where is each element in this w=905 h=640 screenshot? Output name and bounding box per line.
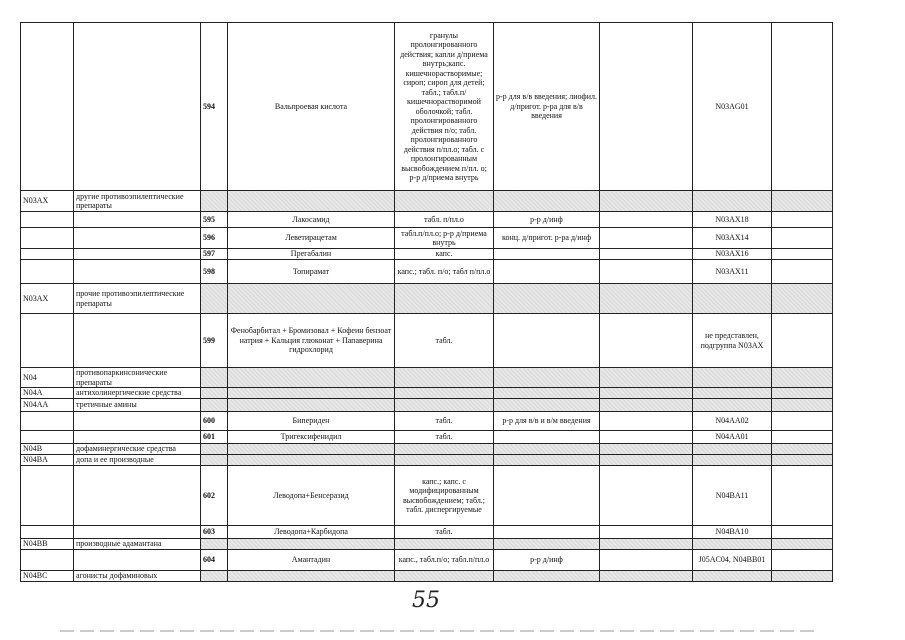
empty-cell (201, 571, 228, 582)
empty-cell (600, 412, 693, 431)
empty-cell (201, 191, 228, 212)
atc-group-code: N03AX (21, 191, 74, 212)
empty-cell (494, 368, 600, 388)
dosage-form: табл. (395, 526, 494, 539)
item-number: 596 (201, 228, 228, 249)
empty-cell (693, 399, 772, 412)
drug-name: Тригексифенидил (228, 431, 395, 444)
empty-cell (600, 368, 693, 388)
empty-cell (600, 571, 693, 582)
item-number: 597 (201, 249, 228, 260)
injection-form: р-р д/инф (494, 550, 600, 571)
item-number: 602 (201, 466, 228, 526)
drug-name: Фенобарбитал + Бромизовал + Кофеин бензоат натрия + Кальция глюконат + Папаверина гидрохлорид (228, 314, 395, 368)
empty-cell (600, 228, 693, 249)
atc-code: N03AX18 (693, 212, 772, 228)
empty-cell (201, 399, 228, 412)
empty-cell (494, 539, 600, 550)
page-number: 55 (412, 588, 440, 613)
empty-cell (228, 539, 395, 550)
empty-cell (74, 526, 201, 539)
injection-form (494, 249, 600, 260)
empty-cell (600, 388, 693, 399)
empty-cell (21, 249, 74, 260)
drug-row (21, 412, 833, 431)
atc-code: N03AX14 (693, 228, 772, 249)
empty-cell (395, 388, 494, 399)
scan-artifact-line (60, 630, 820, 632)
atc-group-code: N04AA (21, 399, 74, 412)
empty-cell (600, 444, 693, 455)
empty-cell (201, 368, 228, 388)
empty-cell (772, 388, 833, 399)
empty-cell (772, 526, 833, 539)
empty-cell (74, 23, 201, 191)
empty-cell (772, 212, 833, 228)
drug-row (21, 212, 833, 228)
atc-group-code: N04A (21, 388, 74, 399)
empty-cell (21, 526, 74, 539)
empty-cell (21, 314, 74, 368)
empty-cell (494, 571, 600, 582)
empty-cell (772, 368, 833, 388)
atc-group-code: N04B (21, 444, 74, 455)
empty-cell (74, 212, 201, 228)
empty-cell (600, 526, 693, 539)
empty-cell (21, 431, 74, 444)
empty-cell (74, 466, 201, 526)
atc-group-name: антихолинергические средства (74, 388, 201, 399)
empty-cell (395, 444, 494, 455)
empty-cell (772, 539, 833, 550)
empty-cell (693, 191, 772, 212)
empty-cell (201, 388, 228, 399)
empty-cell (772, 260, 833, 284)
injection-form (494, 431, 600, 444)
atc-code: N04BA11 (693, 466, 772, 526)
empty-cell (772, 314, 833, 368)
empty-cell (74, 260, 201, 284)
group-row (21, 539, 833, 550)
empty-cell (21, 412, 74, 431)
atc-group-name: другие противоэпилептические препараты (74, 191, 201, 212)
dosage-form: капс.; капс. с модифицированным высвобождением; табл.; табл. диспергируемые (395, 466, 494, 526)
empty-cell (494, 388, 600, 399)
empty-cell (395, 284, 494, 314)
empty-cell (201, 284, 228, 314)
empty-cell (494, 284, 600, 314)
drug-name: Лакосамид (228, 212, 395, 228)
drug-name: Леводопа+Карбидопа (228, 526, 395, 539)
dosage-form: табл. (395, 412, 494, 431)
injection-form (494, 526, 600, 539)
atc-group-code: N03AX (21, 284, 74, 314)
empty-cell (600, 550, 693, 571)
drug-row (21, 526, 833, 539)
dosage-form: табл. п/пл.о (395, 212, 494, 228)
empty-cell (772, 466, 833, 526)
empty-cell (600, 399, 693, 412)
empty-cell (600, 249, 693, 260)
empty-cell (228, 388, 395, 399)
empty-cell (600, 23, 693, 191)
group-row (21, 444, 833, 455)
drug-row (21, 550, 833, 571)
empty-cell (395, 191, 494, 212)
empty-cell (693, 571, 772, 582)
empty-cell (21, 23, 74, 191)
empty-cell (395, 571, 494, 582)
empty-cell (600, 260, 693, 284)
empty-cell (600, 466, 693, 526)
empty-cell (600, 455, 693, 466)
empty-cell (772, 550, 833, 571)
empty-cell (772, 284, 833, 314)
injection-form: конц. д/пригот. р-ра д/инф (494, 228, 600, 249)
empty-cell (772, 249, 833, 260)
table-body (21, 23, 833, 582)
empty-cell (74, 228, 201, 249)
empty-cell (772, 444, 833, 455)
empty-cell (74, 412, 201, 431)
atc-group-name: агонисты дофаминовых (74, 571, 201, 582)
group-row (21, 388, 833, 399)
empty-cell (228, 368, 395, 388)
injection-form: р-р для в/в и в/м введения (494, 412, 600, 431)
empty-cell (693, 368, 772, 388)
empty-cell (772, 431, 833, 444)
empty-cell (693, 444, 772, 455)
dosage-form: гранулы пролонгированного действия; капли д/приема внутрь;капс. кишечнорастворимые; сироп; сироп для детей; табл.; табл.п/кишечнорастворимой оболочкой; табл. пролонгированного действия п/о; табл. пролонгированного действия п/пл.о; табл. с пролонгированным высвобождением п/пл. о; р-р д/приема внутрь (395, 23, 494, 191)
injection-form (494, 466, 600, 526)
atc-code: N04AA01 (693, 431, 772, 444)
drug-name: Бипериден (228, 412, 395, 431)
atc-code: N04AA02 (693, 412, 772, 431)
atc-code: N03AX16 (693, 249, 772, 260)
empty-cell (74, 550, 201, 571)
empty-cell (600, 431, 693, 444)
empty-cell (201, 444, 228, 455)
drug-row (21, 314, 833, 368)
empty-cell (693, 284, 772, 314)
injection-form (494, 260, 600, 284)
drug-row (21, 249, 833, 260)
empty-cell (74, 314, 201, 368)
dosage-form: капс., табл.п/о; табл.п/пл.о (395, 550, 494, 571)
drug-row (21, 466, 833, 526)
atc-code: J05AC04, N04BB01 (693, 550, 772, 571)
empty-cell (21, 260, 74, 284)
group-row (21, 284, 833, 314)
item-number: 594 (201, 23, 228, 191)
group-row (21, 399, 833, 412)
empty-cell (395, 399, 494, 412)
atc-group-name: противопаркинсонические препараты (74, 368, 201, 388)
empty-cell (21, 466, 74, 526)
atc-code: не представлен, подгруппа N03AX (693, 314, 772, 368)
empty-cell (395, 368, 494, 388)
empty-cell (494, 455, 600, 466)
injection-form: р-р д/инф (494, 212, 600, 228)
drug-row (21, 228, 833, 249)
empty-cell (228, 191, 395, 212)
empty-cell (693, 388, 772, 399)
empty-cell (21, 212, 74, 228)
atc-group-name: допа и ее производные (74, 455, 201, 466)
dosage-form: капс. (395, 249, 494, 260)
drug-name: Леветирацетам (228, 228, 395, 249)
empty-cell (74, 249, 201, 260)
atc-group-name: дофаминергические средства (74, 444, 201, 455)
dosage-form: табл. (395, 431, 494, 444)
empty-cell (395, 539, 494, 550)
empty-cell (772, 399, 833, 412)
item-number: 595 (201, 212, 228, 228)
empty-cell (693, 455, 772, 466)
empty-cell (600, 284, 693, 314)
empty-cell (600, 212, 693, 228)
item-number: 599 (201, 314, 228, 368)
empty-cell (494, 399, 600, 412)
empty-cell (201, 539, 228, 550)
atc-group-code: N04 (21, 368, 74, 388)
empty-cell (600, 314, 693, 368)
empty-cell (228, 444, 395, 455)
empty-cell (494, 191, 600, 212)
empty-cell (772, 228, 833, 249)
empty-cell (228, 399, 395, 412)
item-number: 604 (201, 550, 228, 571)
empty-cell (228, 284, 395, 314)
drug-list-table (20, 22, 833, 582)
item-number: 603 (201, 526, 228, 539)
dosage-form: табл.п/пл.о; р-р д/приема внутрь (395, 228, 494, 249)
atc-code: N03AX11 (693, 260, 772, 284)
drug-name: Вальпроевая кислота (228, 23, 395, 191)
empty-cell (395, 455, 494, 466)
empty-cell (600, 539, 693, 550)
empty-cell (772, 191, 833, 212)
empty-cell (201, 455, 228, 466)
group-row (21, 455, 833, 466)
group-row (21, 368, 833, 388)
atc-group-code: N04BB (21, 539, 74, 550)
empty-cell (693, 539, 772, 550)
empty-cell (772, 412, 833, 431)
group-row (21, 571, 833, 582)
empty-cell (21, 228, 74, 249)
empty-cell (772, 571, 833, 582)
drug-name: Амантадин (228, 550, 395, 571)
injection-form (494, 314, 600, 368)
drug-name: Топирамат (228, 260, 395, 284)
empty-cell (228, 571, 395, 582)
atc-group-name: третичные амины (74, 399, 201, 412)
drug-row (21, 431, 833, 444)
atc-code: N04BA10 (693, 526, 772, 539)
empty-cell (21, 550, 74, 571)
atc-group-name: производные адамантана (74, 539, 201, 550)
drug-name: Прегабалин (228, 249, 395, 260)
atc-group-name: прочие противоэпилептические препараты (74, 284, 201, 314)
drug-name: Леводопа+Бенсеразид (228, 466, 395, 526)
dosage-form: табл. (395, 314, 494, 368)
item-number: 600 (201, 412, 228, 431)
dosage-form: капс.; табл. п/о; табл п/пл.о (395, 260, 494, 284)
empty-cell (228, 455, 395, 466)
group-row (21, 191, 833, 212)
item-number: 598 (201, 260, 228, 284)
atc-code: N03AG01 (693, 23, 772, 191)
drug-row (21, 260, 833, 284)
empty-cell (772, 23, 833, 191)
empty-cell (494, 444, 600, 455)
injection-form: р-р для в/в введения; лиофил. д/пригот. р-ра для в/в введения (494, 23, 600, 191)
empty-cell (600, 191, 693, 212)
atc-group-code: N04BA (21, 455, 74, 466)
empty-cell (74, 431, 201, 444)
atc-group-code: N04BC (21, 571, 74, 582)
empty-cell (772, 455, 833, 466)
drug-row (21, 23, 833, 191)
item-number: 601 (201, 431, 228, 444)
